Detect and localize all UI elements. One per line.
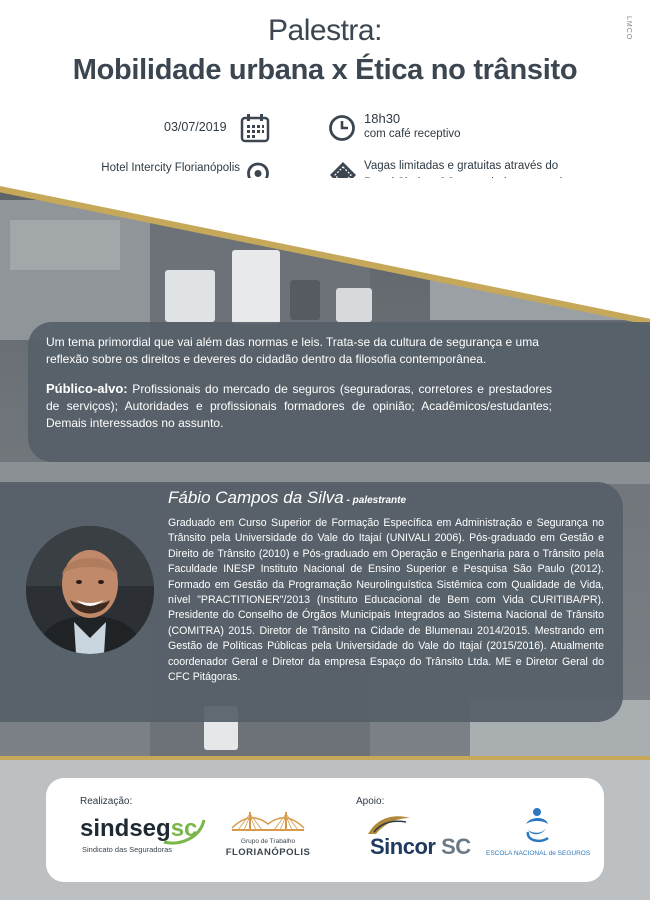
registration-line-1: Vagas limitadas e gratuitas através do (364, 160, 559, 172)
event-date: 03/07/2019 (164, 120, 227, 134)
sincor-logo (370, 834, 471, 860)
gt-subtitle: Grupo de Trabalho (240, 838, 296, 845)
sindseg-logo-sc: sc (170, 815, 198, 842)
ens-logo-icon (520, 806, 554, 846)
about-intro: Um tema primordial que vai além das normas e leis. Trata-se da cultura de segurança e uma reflexão sobre os direitos e deveres do cidadão dentro da filosofia contemporânea. (46, 335, 539, 366)
calendar-icon (240, 113, 270, 143)
about-panel (28, 322, 650, 462)
event-title: Mobilidade urbana x Ética no trânsito (72, 54, 578, 86)
audience-label: Público-alvo: (46, 381, 128, 396)
audience-text (46, 380, 552, 432)
side-code: LMCO (625, 16, 632, 41)
event-time: 18h30 (364, 111, 401, 126)
event-time-note: com café receptivo (364, 128, 461, 140)
clock-icon (328, 114, 356, 142)
ens-title: ESCOLA NACIONAL de SEGUROS (486, 850, 591, 857)
speaker-avatar (26, 526, 154, 654)
bridge-icon (230, 808, 306, 834)
speaker-name (168, 488, 406, 508)
sindseg-subtitle: Sindicato das Seguradoras (82, 845, 173, 854)
sincor-logo-main: Sincor (370, 834, 436, 859)
sindseg-logo-main: sindseg (80, 815, 171, 842)
sincor-logo-sc: SC (441, 834, 471, 859)
audience-body: Profissionais do mercado de seguros (seguradoras, corretores e prestadores de serviços); Autoridades e profissionais formadores de opinião; Acadêmicos/estudantes; Demais interessados no assunto. (46, 382, 552, 430)
venue-name: Hotel Intercity Florianópolis (101, 162, 240, 174)
apoio-label: Apoio: (356, 796, 385, 807)
event-kicker: Palestra: (268, 14, 382, 47)
speaker-bio: Graduado em Curso Superior de Formação Específica em Administração e Segurança no Trânsito pela Universidade do Vale do Itajaí (UNIVALI 2006). Pós-graduado em Gestão e Direito de Trânsito (2010) e Pós-graduado em Operação e Engenharia para o Trânsito pela Faculdade INESP Instituto Nacional de Ensino Superior e Pesquisa São Paulo (2012). Formado em Gestão da Programação Neurolinguística Sistêmica com Qualidade de Vida, nível "PRACTITIONER"/2013 (Instituto Educacional de Bem com Vida CURITIBA/PR). Presidente do Conselho de Órgãos Municipais Integrados ao Sistema Nacional de Trânsito (COMITRA) 2015. Diretor de Trânsito na Cidade de Blumenau 2014/2015. Mestrando em Gestão de Políticas Públicas pela Universidade do Vale do Itajaí (2015/2016). Atualmente coordenador Geral e Diretor da empresa Espaço do Trânsito Ltda. ME e Diretor Geral do CFC Pitágoras. (168, 517, 604, 684)
speaker-role: - palestrante (343, 495, 407, 506)
gt-title: FLORIANÓPOLIS (225, 847, 311, 858)
sindseg-swoosh-icon (160, 812, 208, 848)
speaker-name-text: Fábio Campos da Silva (168, 488, 344, 507)
realizacao-label: Realização: (80, 796, 133, 807)
speaker-portrait (26, 526, 154, 654)
